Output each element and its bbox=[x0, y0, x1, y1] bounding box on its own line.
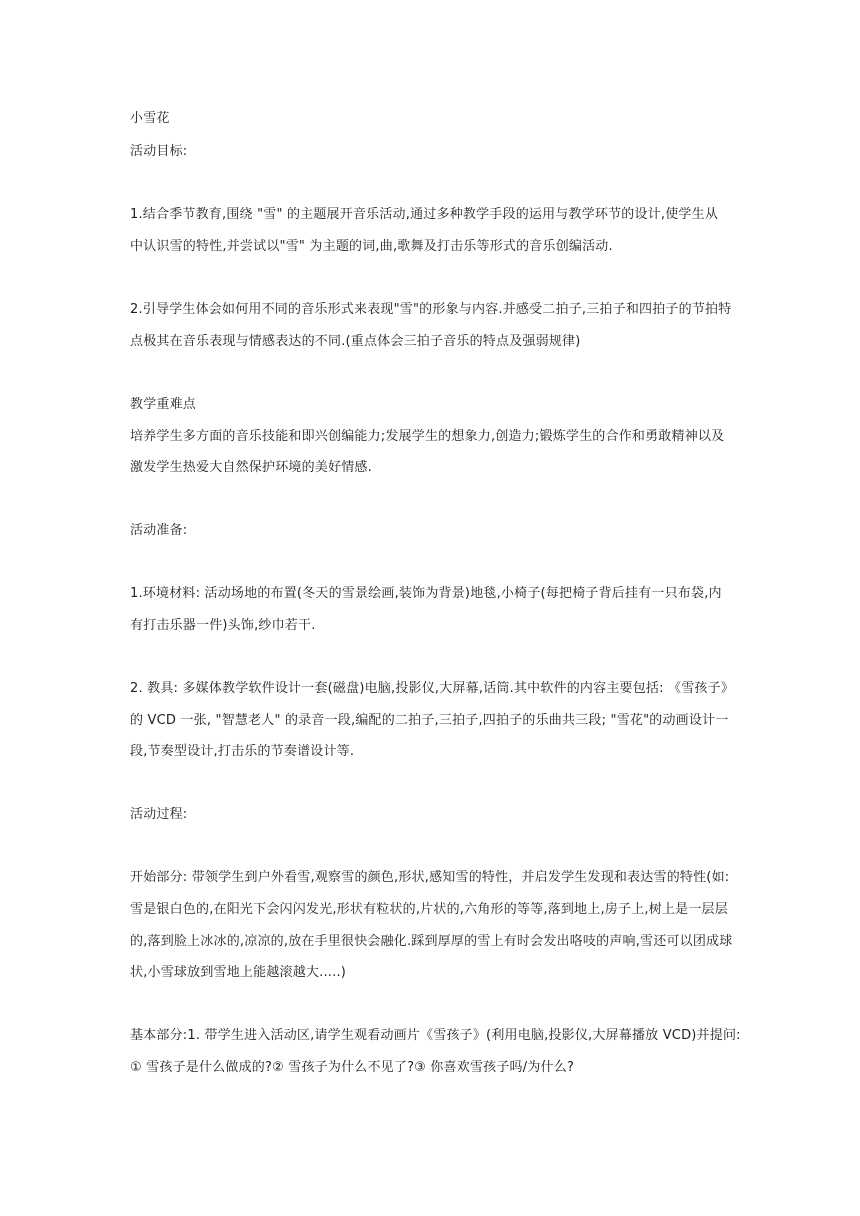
paragraph-line: 有打击乐器一件)头饰,纱巾若干. bbox=[130, 618, 316, 633]
paragraph-line: 1.环境材料: 活动场地的布置(冬天的雪景绘画,装饰为背景)地毯,小椅子(每把椅子背后挂有一只布袋,内 bbox=[130, 586, 722, 601]
paragraph-line: 点极其在音乐表现与情感表达的不同.(重点体会三拍子音乐的特点及强弱规律) bbox=[130, 334, 581, 349]
document-title: 小雪花 bbox=[130, 111, 170, 126]
section-heading-key-points: 教学重难点 bbox=[130, 397, 197, 412]
paragraph-line: 的,落到脸上冰冰的,凉凉的,放在手里很快会融化.踩到厚厚的雪上有时会发出咯吱的声响,雪还可以团成球 bbox=[130, 934, 733, 949]
paragraph-line: 雪是银白色的,在阳光下会闪闪发光,形状有粒状的,片状的,六角形的等等,落到地上,房子上,树上是一层层 bbox=[130, 902, 728, 917]
section-heading-goals: 活动目标: bbox=[130, 144, 188, 159]
paragraph-line: 1.结合季节教育,围绕 "雪" 的主题展开音乐活动,通过多种教学手段的运用与教学环节的设计,使学生从 bbox=[130, 207, 719, 222]
paragraph-line: 激发学生热爱大自然保护环境的美好情感. bbox=[130, 460, 372, 475]
paragraph-line: 培养学生多方面的音乐技能和即兴创编能力;发展学生的想象力,创造力;锻炼学生的合作和勇敢精神以及 bbox=[130, 429, 725, 444]
paragraph-line: 段,节奏型设计,打击乐的节奏谱设计等. bbox=[130, 744, 355, 759]
paragraph-line: 2.引导学生体会如何用不同的音乐形式来表现"雪"的形象与内容.并感受二拍子,三拍子和四拍子的节拍特 bbox=[130, 302, 732, 317]
paragraph-line: ① 雪孩子是什么做成的?② 雪孩子为什么不见了?③ 你喜欢雪孩子吗/为什么? bbox=[130, 1060, 575, 1075]
section-heading-process: 活动过程: bbox=[130, 807, 188, 822]
paragraph-line: 2. 教具: 多媒体教学软件设计一套(磁盘)电脑,投影仪,大屏幕,话筒.其中软件的内容主要包括: 《雪孩子》 bbox=[130, 681, 735, 696]
paragraph-line: 中认识雪的特性,并尝试以"雪" 为主题的词,曲,歌舞及打击乐等形式的音乐创编活动. bbox=[130, 239, 613, 254]
section-heading-preparation: 活动准备: bbox=[130, 523, 188, 538]
paragraph-line: 开始部分: 带领学生到户外看雪,观察雪的颜色,形状,感知雪的特性，并启发学生发现和表达雪的特性(如: bbox=[130, 870, 730, 885]
paragraph-line: 基本部分:1. 带学生进入活动区,请学生观看动画片《雪孩子》(利用电脑,投影仪,大屏幕播放 VCD)并提问: bbox=[130, 1028, 741, 1043]
paragraph-line: 的 VCD 一张, "智慧老人" 的录音一段,编配的二拍子,三拍子,四拍子的乐曲共三段; "雪花"的动画设计一 bbox=[130, 713, 729, 728]
paragraph-line: 状,小雪球放到雪地上能越滚越大.....) bbox=[130, 965, 347, 980]
